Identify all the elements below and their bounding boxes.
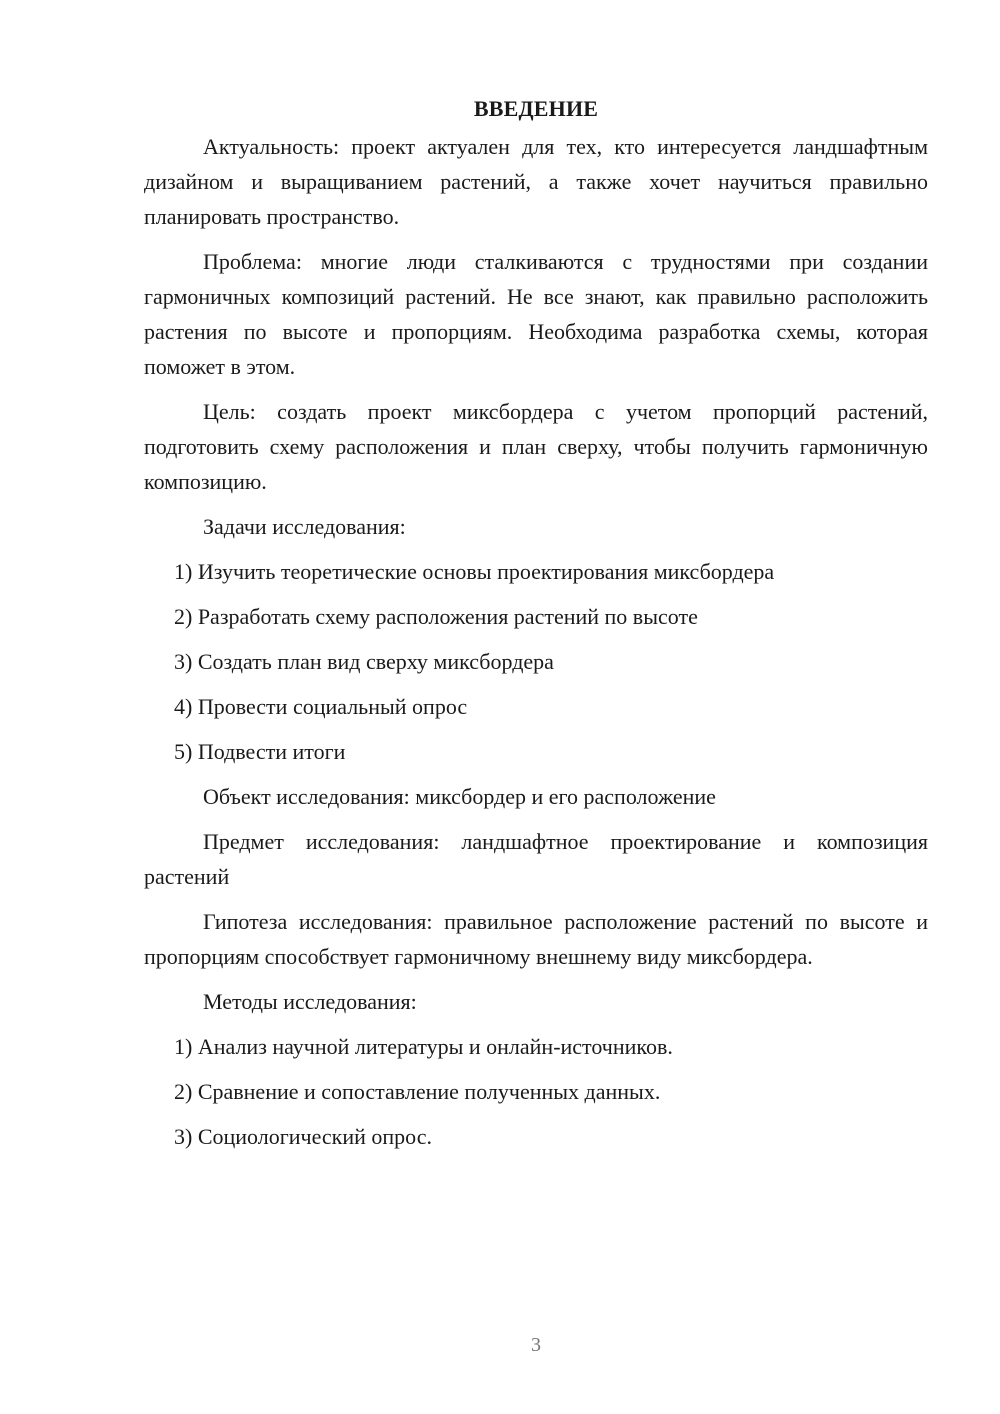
- list-item: 3) Социологический опрос.: [174, 1124, 432, 1149]
- list-item: 1) Изучить теоретические основы проектирования миксбордера: [174, 559, 775, 584]
- problem-paragraph: Проблема: многие люди сталкиваются с трудностями при создании гармоничных композиций растений. Не все знают, как правильно расположить растения по высоте и пропорциям. Необходима разработка схемы, которая поможет в этом.: [144, 249, 928, 379]
- methods-heading: Методы исследования:: [203, 989, 417, 1014]
- hypothesis-paragraph: Гипотеза исследования: правильное расположение растений по высоте и пропорциям способствует гармоничному внешнему виду миксбордера.: [144, 909, 928, 969]
- document-body: [144, 93, 928, 1164]
- page-number: 3: [531, 1334, 541, 1356]
- subject-paragraph: Предмет исследования: ландшафтное проектирование и композиция растений: [144, 829, 928, 889]
- list-item: 4) Провести социальный опрос: [174, 694, 468, 719]
- relevance-paragraph: Актуальность: проект актуален для тех, кто интересуется ландшафтным дизайном и выращиванием растений, а также хочет научиться правильно планировать пространство.: [144, 134, 928, 229]
- goal-paragraph: Цель: создать проект миксбордера с учетом пропорций растений, подготовить схему расположения и план сверху, чтобы получить гармоничную композицию.: [144, 399, 928, 494]
- tasks-heading: Задачи исследования:: [203, 514, 406, 539]
- object-paragraph: Объект исследования: миксбордер и его расположение: [203, 784, 716, 809]
- list-item: 2) Сравнение и сопоставление полученных данных.: [174, 1079, 661, 1104]
- methods-list: [144, 1029, 928, 1154]
- list-item: 1) Анализ научной литературы и онлайн-источников.: [174, 1034, 673, 1059]
- tasks-list: [144, 554, 928, 769]
- list-item: 5) Подвести итоги: [174, 739, 346, 764]
- list-item: 2) Разработать схему расположения растений по высоте: [174, 604, 698, 629]
- list-item: 3) Создать план вид сверху миксбордера: [174, 649, 554, 674]
- page-title: ВВЕДЕНИЕ: [473, 96, 599, 121]
